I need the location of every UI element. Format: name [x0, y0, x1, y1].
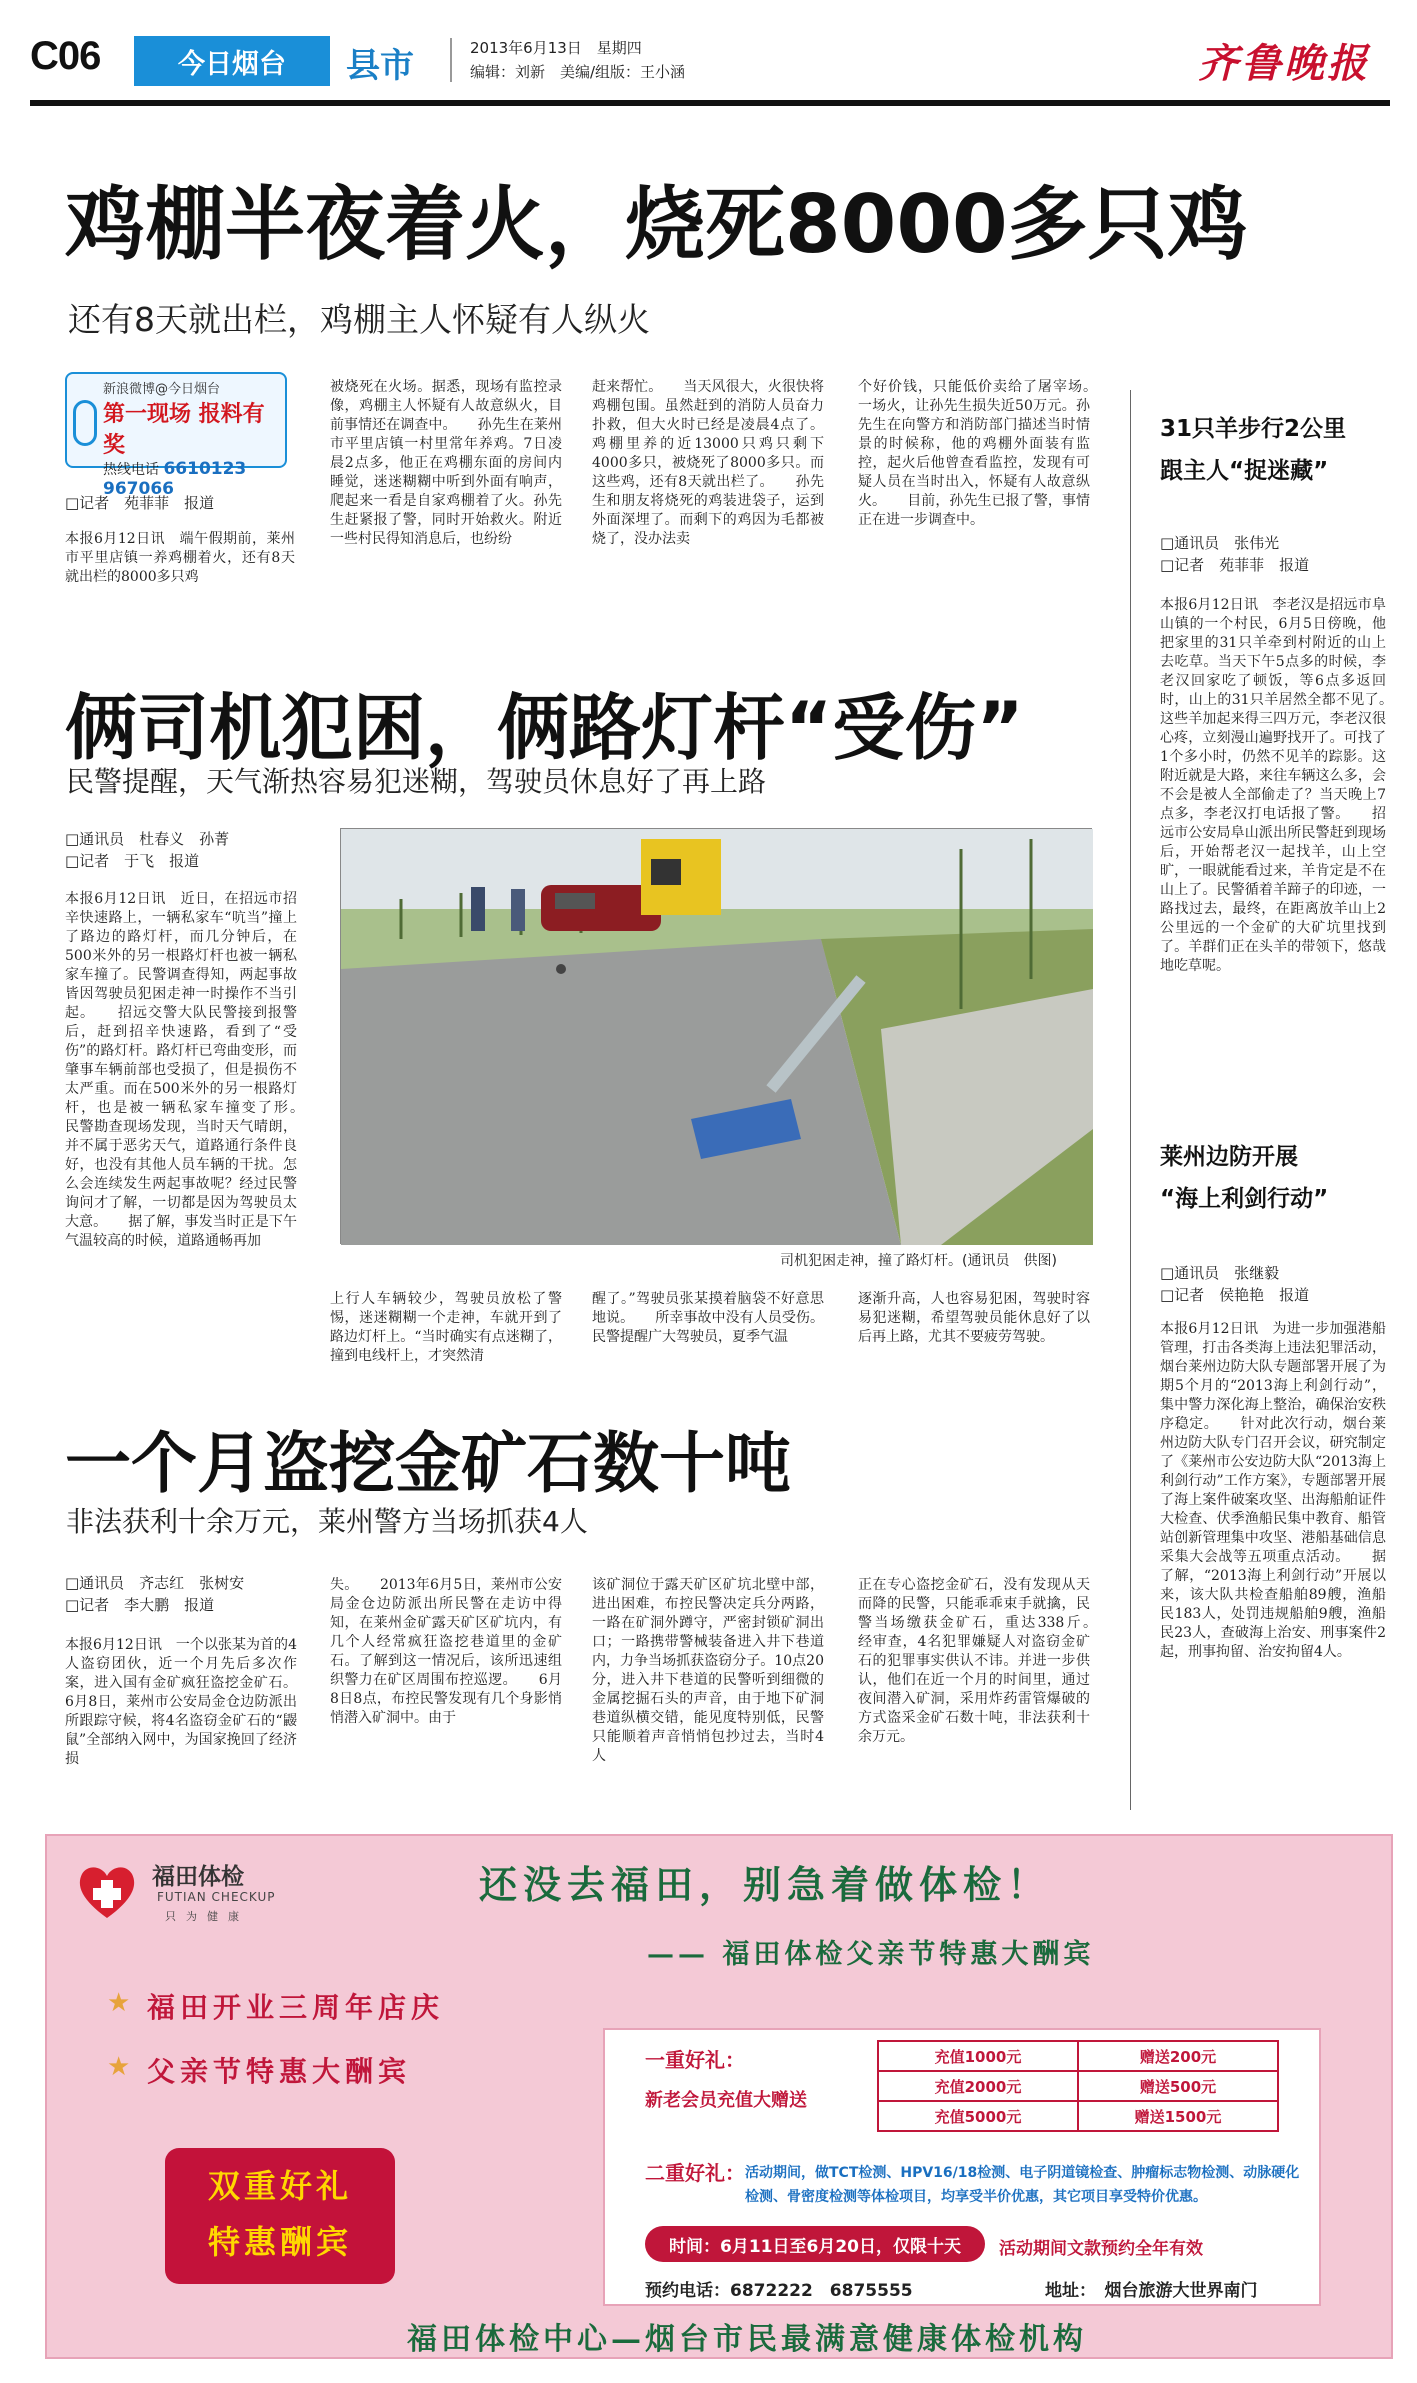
- phone-icon: [73, 400, 97, 446]
- header-meta: [470, 36, 685, 84]
- ad-address: 地址： 烟台旅游大世界南门: [1045, 2281, 1258, 2301]
- ad-anniversary-line: 福田开业三周年店庆: [147, 1991, 445, 2024]
- photo-caption: 司机犯困走神，撞了路灯杆。(通讯员 供图): [780, 1253, 1057, 1269]
- sidebar2-byline: □通讯员 张继毅 □记者 侯艳艳 报道: [1160, 1264, 1310, 1304]
- sidebar1-title-line1: 31只羊步行2公里: [1160, 416, 1347, 442]
- article3-title: 一个月盗挖金矿石数十吨: [65, 1425, 791, 1502]
- gift-row: [878, 2071, 1278, 2101]
- ad-subheadline: —— 福田体检父亲节特惠大酬宾: [647, 1939, 1095, 1970]
- sidebar2-title-line2: “海上利剑行动”: [1160, 1186, 1329, 1212]
- bonus-cell: 赠送200元: [1078, 2041, 1278, 2071]
- sidebar2-text: 本报6月12日讯 为进一步加强港船管理，打击各类海上违法犯罪活动，烟台莱州边防大队专题部署开展了为期5个月的“2013海上利剑行动”，集中警力深化海上整治，确保治安秩序稳定。 针对此次行动，烟台莱州边防大队专门召开会议，研究制定了《莱州市公安边防大队“2013海上利剑行动”工作方案》，专题部署开展了海上案件破案攻坚、出海船舶证件大检查、伏季渔船民集中教育、船管站创新管理集中攻坚、港船基础信息采集大会战等五项重点活动。 据了解，“2013海上利剑行动”开展以来，该大队共检查船舶89艘，渔船民183人，处罚违规船舶9艘，渔船民23人，查破海上治安、刑事案件2起，刑事拘留、治安拘留4人。: [1160, 1321, 1386, 1660]
- article2-col3: 醒了。”驾驶员张某摸着脑袋不好意思地说。 所幸事故中没有人员受伤。民警提醒广大驾驶员，夏季气温: [592, 1291, 824, 1345]
- sidebar1-title-line2: 跟主人“捉迷藏”: [1160, 458, 1329, 484]
- sidebar2-title: [1160, 1136, 1328, 1220]
- bonus-cell: 赠送500元: [1078, 2071, 1278, 2101]
- checkup-advertisement: [45, 1834, 1393, 2359]
- news-photo: [340, 828, 1092, 1244]
- article1-byline: □记者 苑菲菲 报道: [65, 494, 215, 512]
- futian-logo-icon: [72, 1856, 142, 1926]
- article1-col4: 个好价钱，只能低价卖给了屠宰场。 一场火，让孙先生损失近50万元。孙先生在向警方和消防部门描述当时情景的时候称，他的鸡棚外面装有监控，起火后他曾查看监控，发现有可疑人员在当时出入，怀疑有人故意纵火。 目前，孙先生已报了警，事情正在进一步调查中。: [858, 379, 1118, 528]
- hotline-label: 热线电话: [103, 462, 159, 478]
- hotline-number: 6610123 967066: [103, 459, 247, 499]
- weibo-slogan: 第一现场 报料有奖: [103, 402, 265, 458]
- sidebar1-text: 本报6月12日讯 李老汉是招远市阜山镇的一个村民，6月5日傍晚，他把家里的31只羊牵到村附近的山上去吃草。当天下午5点多的时候，李老汉回家吃了顿饭，等6点多返回时，山上的31只羊居然全都不见了。 这些羊加起来得三四万元，李老汉很心疼，立刻漫山遍野找开了。可找了1个多小时，仍然不见羊的踪影。这附近就是大路，来往车辆这么多，会不会是被人全部偷走了？当天晚上7点多，李老汉打电话报了警。 招远市公安局阜山派出所民警赶到现场后，开始帮老汉一起找羊，山上空旷，一眼就能看过来，羊肯定是不在山上了。民警循着羊蹄子的印迹，一路找过去，最终，在距离放羊山上2公里远的一个金矿的大矿坑里找到了。羊群们正在头羊的带领下，悠哉地吃草呢。: [1160, 597, 1414, 974]
- gift1-title: 一重好礼：: [645, 2048, 745, 2072]
- section-tag: 今日烟台: [134, 36, 330, 86]
- ad-phone: 预约电话：6872222 6875555: [645, 2281, 913, 2301]
- header-divider: [450, 38, 452, 82]
- ad-period: 时间：6月11日至6月20日，仅限十天: [645, 2226, 985, 2262]
- ad-logo-motto: 只为健康: [165, 1910, 249, 1923]
- article1-col2: 被烧死在火场。据悉，现场有监控录像，鸡棚主人怀疑有人故意纵火，目前事情还在调查中。 孙先生在莱州市平里店镇一村里常年养鸡。7日凌晨2点多，他正在鸡棚东面的房间内睡觉，迷迷糊糊中听到外面有响声，爬起来一看是自家鸡棚着了火。孙先生赶紧报了警，同时开始救火。附近一些村民得知消息后，也纷纷: [330, 379, 562, 547]
- ad-logo-english: FUTIAN CHECKUP: [157, 1890, 276, 1904]
- sidebar2-title-line1: 莱州边防开展: [1160, 1144, 1298, 1170]
- date-line: 2013年6月13日 星期四: [470, 39, 642, 57]
- article1-subtitle: 还有8天就出栏，鸡棚主人怀疑有人纵火: [68, 300, 650, 339]
- article3-col2: 失。 2013年6月5日，莱州市公安局金仓边防派出所民警在走访中得知，在莱州金矿露天矿区矿坑内，有几个人经常疯狂盗挖巷道里的金矿石。了解到这一情况后，该所迅速组织警力在矿区周围布控巡逻。 6月8日8点，布控民警发现有几个身影悄悄潜入矿洞中。由于: [330, 1577, 562, 1726]
- sidebar-divider: [1130, 390, 1131, 1810]
- article2-title: 俩司机犯困，俩路灯杆“受伤”: [65, 686, 1024, 770]
- article1-title: 鸡棚半夜着火，烧死8000多只鸡: [65, 178, 1248, 271]
- charge-cell: 充值1000元: [878, 2041, 1078, 2071]
- roadside-crash-photo: [341, 829, 1093, 1245]
- sidebar1-byline: □通讯员 张伟光 □记者 苑菲菲 报道: [1160, 534, 1310, 574]
- gift2-title: 二重好礼：: [645, 2161, 745, 2185]
- newspaper-logo: 齐鲁晚报: [1198, 40, 1370, 87]
- gift2-desc: 活动期间，做TCT检测、HPV16/18检测、电子阴道镜检查、肿瘤标志物检测、动脉硬化检测、骨密度检测等体检项目，均享受半价优惠，其它项目享受特价优惠。: [745, 2165, 1300, 2205]
- article2-byline: □通讯员 杜春义 孙菁 □记者 于飞 报道: [65, 830, 230, 870]
- ad-badge-line1: 双重好礼: [207, 2167, 352, 2205]
- article2-col4: 逐渐升高，人也容易犯困，驾驶时容易犯迷糊，希望驾驶员能休息好了以后再上路，尤其不要疲劳驾驶。: [858, 1291, 1090, 1345]
- article3-subtitle: 非法获利十余万元，莱州警方当场抓获4人: [66, 1505, 588, 1538]
- ad-offer-card: [603, 2028, 1321, 2306]
- star-icon: ★: [107, 2052, 131, 2082]
- charge-cell: 充值2000元: [878, 2071, 1078, 2101]
- gift1-desc: 新老会员充值大赠送: [645, 2090, 807, 2111]
- ad-logo-name: 福田体检: [152, 1864, 244, 1890]
- editor-line: 编辑：刘新 美编/组版：王小涵: [470, 63, 686, 81]
- article2-subtitle: 民警提醒，天气渐热容易犯迷糊，驾驶员休息好了再上路: [66, 765, 767, 798]
- article1-col3: 赶来帮忙。 当天风很大，火很快将鸡棚包围。虽然赶到的消防人员奋力扑救，但大火时已经是凌晨4点了。鸡棚里养的近13000只鸡只剩下4000多只，被烧死了8000多只。而这些鸡，还有8天就出栏了。 孙先生和朋友将烧死的鸡装进袋子，运到外面深埋了。而剩下的鸡因为毛都被烧了，没办法卖: [592, 379, 824, 547]
- ad-fathers-day-line: 父亲节特惠大酬宾: [147, 2055, 412, 2088]
- page-header: [30, 30, 1390, 88]
- article2-col2: 上行人车辆较少，驾驶员放松了警惕，迷迷糊糊一个走神，车就开到了路边灯杆上。“当时确实有点迷糊了，撞到电线杆上，才突然清: [330, 1291, 562, 1364]
- article3-col1: 本报6月12日讯 一个以张某为首的4人盗窃团伙，近一个月先后多次作案，进入国有金矿疯狂盗挖金矿石。6月8日，莱州市公安局金仓边防派出所跟踪守候，将4名盗窃金矿石的“鼹鼠”全部纳入网中，为国家挽回了经济损: [65, 1637, 297, 1767]
- header-rule: [30, 100, 1390, 106]
- article1-col1: 本报6月12日讯 端午假期前，莱州市平里店镇一养鸡棚着火，还有8天就出栏的8000多只鸡: [65, 531, 295, 585]
- subsection-label: 县市: [346, 46, 414, 86]
- gift-row: [878, 2101, 1278, 2131]
- gift-row: [878, 2041, 1278, 2071]
- weibo-handle: 新浪微博@今日烟台: [103, 382, 221, 397]
- weibo-box: [65, 372, 287, 499]
- ad-badge: [165, 2148, 395, 2284]
- star-icon: ★: [107, 1988, 131, 2018]
- charge-cell: 充值5000元: [878, 2101, 1078, 2131]
- ad-booking-note: 活动期间文款预约全年有效: [999, 2239, 1203, 2259]
- article3-col4: 正在专心盗挖金矿石，没有发现从天而降的民警，只能乖乖束手就擒，民警当场缴获金矿石，重达338斤。 经审查，4名犯罪嫌疑人对盗窃金矿石的犯罪事实供认不讳。并进一步供认，他们在近一个月的时间里，通过夜间潜入矿洞，采用炸药雷管爆破的方式盗采金矿石数十吨，非法获利十余万元。: [858, 1577, 1118, 1745]
- gift-table: [877, 2040, 1279, 2132]
- article3-byline: □通讯员 齐志红 张树安 □记者 李大鹏 报道: [65, 1574, 245, 1614]
- page-number: C06: [30, 34, 101, 78]
- ad-footer-slogan: 福田体检中心—烟台市民最满意健康体检机构: [407, 2322, 1087, 2357]
- article3-col3: 该矿洞位于露天矿区矿坑北壁中部，进出困难，布控民警决定兵分两路，一路在矿洞外蹲守，严密封锁矿洞出口；一路携带警械装备进入井下巷道内，力争当场抓获盗窃分子。10点20分，进入井下巷道的民警听到细微的金属挖掘石头的声音，由于地下矿洞巷道纵横交错，能见度特别低，民警只能顺着声音悄悄包抄过去，当时4人: [592, 1577, 824, 1764]
- sidebar1-title: [1160, 408, 1346, 492]
- ad-badge-line2: 特惠酬宾: [207, 2223, 352, 2261]
- ad-headline: 还没去福田，别急着做体检！: [479, 1862, 1052, 1907]
- bonus-cell: 赠送1500元: [1078, 2101, 1278, 2131]
- article2-col1: 本报6月12日讯 近日，在招远市招辛快速路上，一辆私家车“吭当”撞上了路边的路灯杆，而几分钟后，在500米外的另一根路灯杆也被一辆私家车撞了。民警调查得知，两起事故皆因驾驶员犯困走神一时操作不当引起。 招远交警大队民警接到报警后，赶到招辛快速路，看到了“受伤”的路灯杆。路灯杆已弯曲变形，而肇事车辆前部也受损了，但是损伤不太严重。而在500米外的另一根路灯杆，也是被一辆私家车撞变了形。 民警勘查现场发现，当时天气晴朗，并不属于恶劣天气，道路通行条件良好，也没有其他人员车辆的干扰。怎么会连续发生两起事故呢？经过民警询问才了解，一切都是因为驾驶员太大意。 据了解，事发当时正是下午气温较高的时候，道路通畅再加: [65, 891, 325, 1249]
